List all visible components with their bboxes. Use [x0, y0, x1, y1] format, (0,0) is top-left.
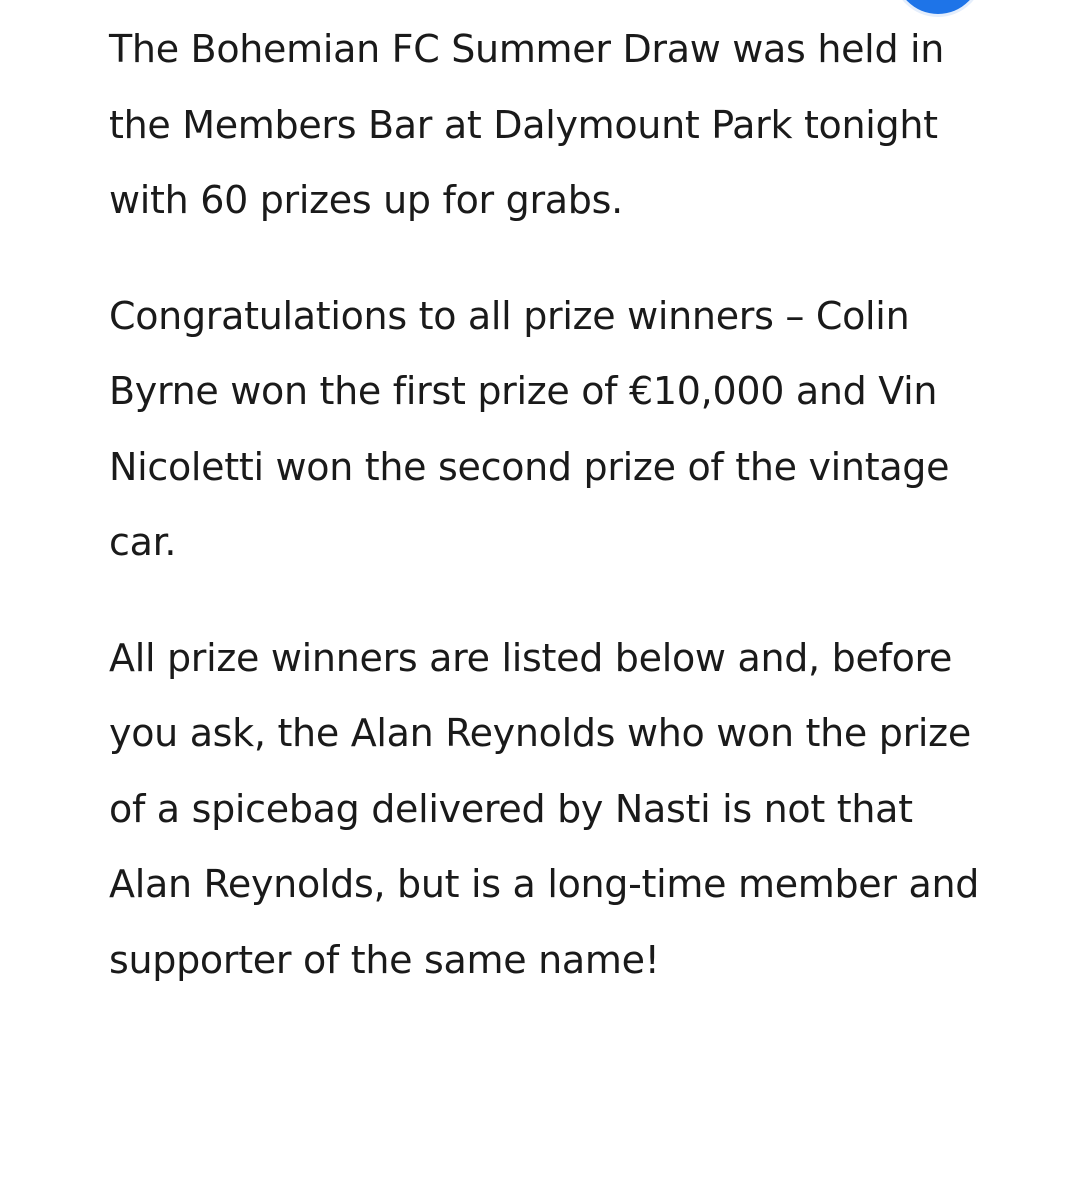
paragraph-draw-intro: The Bohemian FC Summer Draw was held in the Members Bar at Dalymount Park tonight with 60 prizes up for grabs.: [109, 27, 945, 222]
paragraph-winners: Congratulations to all prize winners – Colin Byrne won the first prize of €10,000 and Vin Nicoletti won the second prize of the vintage car.: [109, 293, 950, 564]
article-body: [109, 12, 989, 1038]
paragraph-alan-reynolds: All prize winners are listed below and, before you ask, the Alan Reynolds who won the prize of a spicebag delivered by Nasti is not that Alan Reynolds, but is a long-time member and supporter of the same name!: [109, 635, 980, 982]
